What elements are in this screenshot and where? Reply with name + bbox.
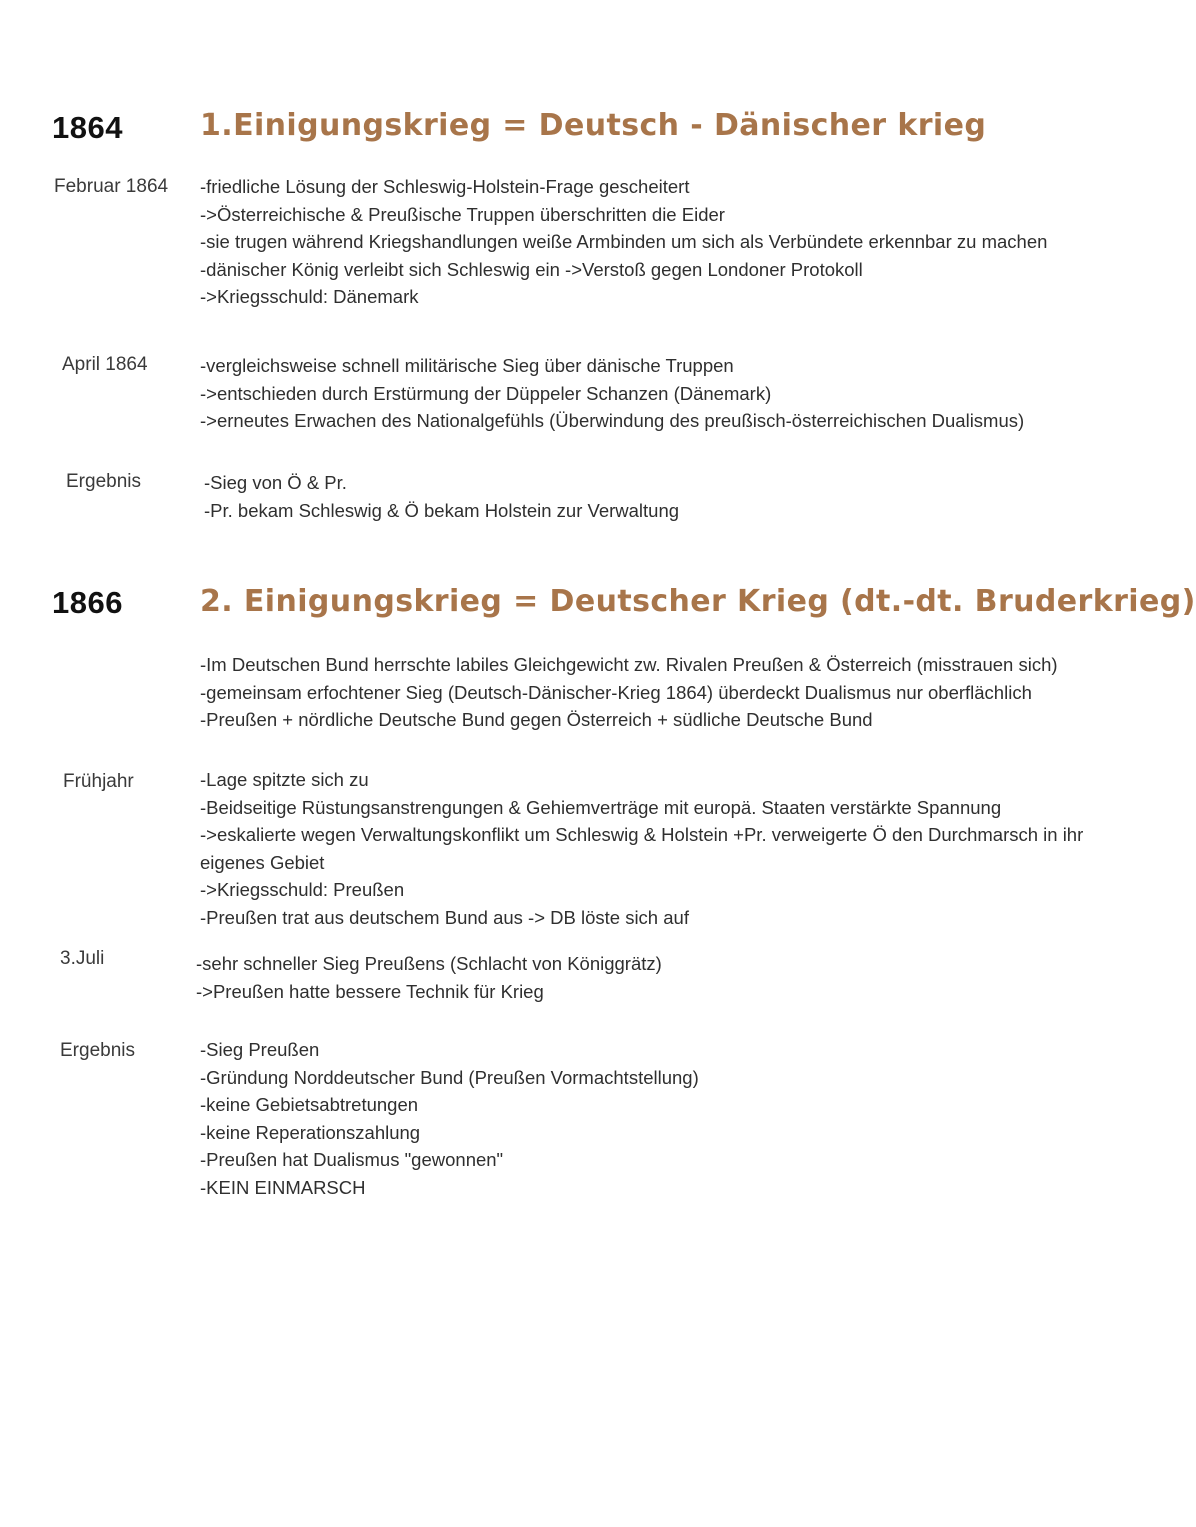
year-1864: 1864: [52, 110, 123, 145]
section1-title: 1.Einigungskrieg = Deutsch - Dänischer krieg: [200, 108, 987, 143]
list-item: -gemeinsam erfochtener Sieg (Deutsch-Dänischer-Krieg 1864) überdeckt Dualismus nur oberflächlich: [200, 681, 1032, 703]
list-item: -Pr. bekam Schleswig & Ö bekam Holstein zur Verwaltung: [204, 499, 680, 521]
section2-title: 2. Einigungskrieg = Deutscher Krieg (dt.-dt. Bruderkrieg): [200, 584, 1196, 619]
list-item: ->Österreichische & Preußische Truppen überschritten die Eider: [200, 203, 725, 225]
list-item: -friedliche Lösung der Schleswig-Holstein-Frage gescheitert: [200, 176, 690, 197]
block-1866-intro: [200, 651, 1058, 734]
label-fruehjahr: Frühjahr: [63, 771, 134, 792]
list-item: ->Preußen hatte bessere Technik für Krieg: [196, 980, 544, 1002]
list-item: -keine Reperationszahlung: [200, 1121, 421, 1143]
list-item: -Gründung Norddeutscher Bund (Preußen Vormachtstellung): [200, 1066, 699, 1088]
list-item: ->Kriegsschuld: Dänemark: [200, 286, 419, 307]
block-april-1864: [200, 352, 1050, 435]
list-item: ->entschieden durch Erstürmung der Düppeler Schanzen (Dänemark): [200, 382, 772, 404]
list-item: -dänischer König verleibt sich Schleswig ein ->Verstoß gegen Londoner Protokoll: [200, 258, 863, 280]
block-februar-1864: [200, 173, 1050, 311]
label-ergebnis-1866: Ergebnis: [60, 1040, 135, 1061]
list-item: ->Kriegsschuld: Preußen: [200, 879, 405, 900]
label-april-1864: April 1864: [62, 354, 148, 375]
list-item: -Preußen hat Dualismus "gewonnen": [200, 1149, 504, 1170]
list-item: ->erneutes Erwachen des Nationalgefühls (Überwindung des preußisch-österreichischen Dualismus): [200, 410, 1025, 431]
block-ergebnis-1866: [200, 1036, 1050, 1201]
list-item: ->eskalierte wegen Verwaltungskonflikt um Schleswig & Holstein +Pr. verweigerte Ö den Durchmarsch in ihr: [200, 824, 1084, 845]
label-3-juli: 3.Juli: [60, 948, 105, 969]
list-item: eigenes Gebiet: [200, 851, 325, 873]
block-ergebnis-1864: [204, 469, 1054, 524]
list-item: -Sieg Preußen: [200, 1039, 320, 1060]
list-item: -KEIN EINMARSCH: [200, 1176, 366, 1198]
label-ergebnis-1864: Ergebnis: [66, 471, 141, 492]
list-item: -Beidseitige Rüstungsanstrengungen & Gehiemverträge mit europä. Staaten verstärkte Spannung: [200, 796, 1002, 818]
list-item: -Lage spitzte sich zu: [200, 769, 369, 790]
list-item: -Preußen trat aus deutschem Bund aus -> DB löste sich auf: [200, 906, 689, 928]
list-item: -Preußen + nördliche Deutsche Bund gegen Österreich + südliche Deutsche Bund: [200, 709, 873, 730]
label-februar-1864: Februar 1864: [54, 176, 169, 197]
block-fruehjahr: [200, 766, 1084, 931]
list-item: -vergleichsweise schnell militärische Sieg über dänische Truppen: [200, 355, 734, 376]
list-item: -sehr schneller Sieg Preußens (Schlacht von Königgrätz): [196, 953, 662, 974]
list-item: -keine Gebietsabtretungen: [200, 1094, 419, 1115]
block-3-juli: [196, 950, 1046, 1005]
list-item: -Sieg von Ö & Pr.: [204, 472, 347, 493]
list-item: -Im Deutschen Bund herrschte labiles Gleichgewicht zw. Rivalen Preußen & Österreich (misstrauen sich): [200, 654, 1058, 675]
year-1866: 1866: [52, 585, 123, 620]
list-item: -sie trugen während Kriegshandlungen weiße Armbinden um sich als Verbündete erkennbar zu machen: [200, 231, 1048, 252]
